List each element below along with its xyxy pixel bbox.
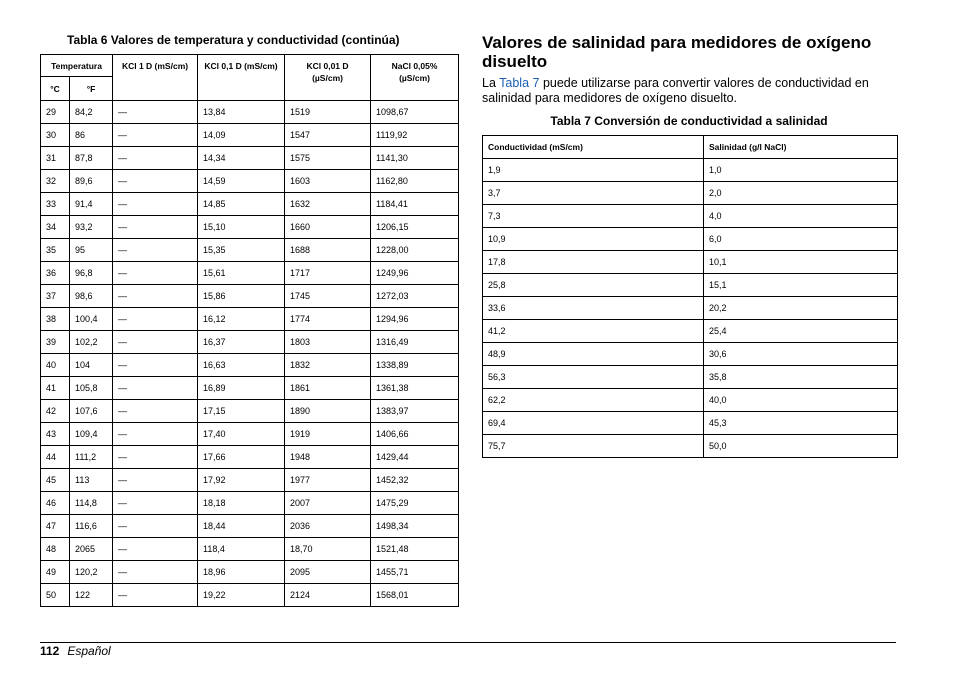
cell-kcl-1d: — [113,216,198,239]
cell-kcl-1d: — [113,377,198,400]
cell-nacl: 1361,38 [371,377,459,400]
table-row [41,400,459,423]
cell-kcl-001d: 1660 [285,216,371,239]
footer-divider [40,642,896,643]
cell-salinity: 35,8 [704,366,898,389]
table-row [41,147,459,170]
cell-salinity: 45,3 [704,412,898,435]
table6-caption-text: Tabla 6 Valores de temperatura y conductividad (continúa) [67,33,400,47]
cell-celsius: 48 [41,538,70,561]
cell-nacl: 1206,15 [371,216,459,239]
cell-fahrenheit: 96,8 [70,262,113,285]
header-nacl: NaCl 0,05% (µS/cm) [371,55,459,101]
cell-kcl-001d: 1717 [285,262,371,285]
section-title: Valores de salinidad para medidores de oxígeno disuelto [482,33,872,71]
cell-nacl: 1383,97 [371,400,459,423]
cell-kcl-001d: 1832 [285,354,371,377]
cell-celsius: 30 [41,124,70,147]
cell-celsius: 40 [41,354,70,377]
cell-kcl-01d: 15,61 [198,262,285,285]
cell-kcl-01d: 19,22 [198,584,285,607]
cell-kcl-1d: — [113,561,198,584]
header-temperature: Temperatura [41,55,113,77]
cell-kcl-1d: — [113,584,198,607]
cell-kcl-001d: 1919 [285,423,371,446]
cell-fahrenheit: 100,4 [70,308,113,331]
cell-kcl-001d: 1774 [285,308,371,331]
table6-body [41,101,459,607]
cell-celsius: 39 [41,331,70,354]
cell-kcl-1d: — [113,101,198,124]
cell-salinity: 25,4 [704,320,898,343]
cell-kcl-01d: 14,85 [198,193,285,216]
cell-kcl-1d: — [113,124,198,147]
cell-kcl-001d: 1890 [285,400,371,423]
cell-salinity: 10,1 [704,251,898,274]
cell-kcl-01d: 118,4 [198,538,285,561]
cell-salinity: 1,0 [704,159,898,182]
cell-celsius: 44 [41,446,70,469]
paragraph-suffix: puede utilizarse para convertir valores de conductividad en salinidad para medidores de oxígeno disuelto. [482,76,869,105]
cell-kcl-001d: 1948 [285,446,371,469]
cell-kcl-1d: — [113,308,198,331]
cell-fahrenheit: 114,8 [70,492,113,515]
cell-kcl-001d: 1861 [285,377,371,400]
cell-kcl-01d: 16,63 [198,354,285,377]
header-fahrenheit: °F [70,77,113,101]
cell-kcl-01d: 14,34 [198,147,285,170]
cell-kcl-01d: 18,96 [198,561,285,584]
cell-kcl-1d: — [113,331,198,354]
cell-kcl-1d: — [113,446,198,469]
cell-fahrenheit: 122 [70,584,113,607]
cell-fahrenheit: 104 [70,354,113,377]
cell-celsius: 41 [41,377,70,400]
cell-conductivity: 56,3 [483,366,704,389]
cell-salinity: 15,1 [704,274,898,297]
table-row [41,561,459,584]
cell-fahrenheit: 84,2 [70,101,113,124]
cell-celsius: 36 [41,262,70,285]
cell-celsius: 46 [41,492,70,515]
cell-celsius: 50 [41,584,70,607]
cell-nacl: 1228,00 [371,239,459,262]
cell-salinity: 6,0 [704,228,898,251]
cell-fahrenheit: 98,6 [70,285,113,308]
cell-conductivity: 75,7 [483,435,704,458]
table-row [483,182,898,205]
table-row [41,515,459,538]
cell-conductivity: 3,7 [483,182,704,205]
table-row [483,251,898,274]
cell-nacl: 1429,44 [371,446,459,469]
cell-conductivity: 33,6 [483,297,704,320]
cell-fahrenheit: 2065 [70,538,113,561]
cell-conductivity: 17,8 [483,251,704,274]
table-row [41,193,459,216]
table-row [41,584,459,607]
cell-kcl-001d: 18,70 [285,538,371,561]
table7-caption: Tabla 7 Conversión de conductividad a salinidad [550,114,828,128]
table-row [483,205,898,228]
cell-kcl-001d: 2036 [285,515,371,538]
cell-kcl-1d: — [113,492,198,515]
cell-kcl-1d: — [113,515,198,538]
cell-kcl-01d: 16,89 [198,377,285,400]
cell-nacl: 1338,89 [371,354,459,377]
cell-nacl: 1568,01 [371,584,459,607]
cell-fahrenheit: 111,2 [70,446,113,469]
cell-nacl: 1475,29 [371,492,459,515]
table-row [483,297,898,320]
cell-conductivity: 41,2 [483,320,704,343]
table-row [41,216,459,239]
cell-conductivity: 7,3 [483,205,704,228]
cell-nacl: 1294,96 [371,308,459,331]
cell-salinity: 40,0 [704,389,898,412]
table-row [41,469,459,492]
section-paragraph [482,76,902,106]
cell-fahrenheit: 89,6 [70,170,113,193]
table-row [483,366,898,389]
cell-kcl-1d: — [113,147,198,170]
table-row [483,389,898,412]
cell-kcl-01d: 18,44 [198,515,285,538]
cell-kcl-001d: 1519 [285,101,371,124]
table-row [483,274,898,297]
cell-nacl: 1406,66 [371,423,459,446]
cell-kcl-001d: 1803 [285,331,371,354]
cell-kcl-1d: — [113,354,198,377]
header-kcl-001d: KCl 0,01 D (µS/cm) [285,55,371,101]
cell-kcl-1d: — [113,262,198,285]
cell-celsius: 43 [41,423,70,446]
cell-celsius: 38 [41,308,70,331]
table-row [41,262,459,285]
table-row [483,412,898,435]
cell-kcl-001d: 2124 [285,584,371,607]
cell-conductivity: 48,9 [483,343,704,366]
cell-conductivity: 1,9 [483,159,704,182]
cell-fahrenheit: 109,4 [70,423,113,446]
cell-celsius: 45 [41,469,70,492]
header-conductivity: Conductividad (mS/cm) [483,136,704,159]
cell-fahrenheit: 120,2 [70,561,113,584]
cell-celsius: 35 [41,239,70,262]
cell-kcl-01d: 14,09 [198,124,285,147]
cell-conductivity: 10,9 [483,228,704,251]
cell-fahrenheit: 95 [70,239,113,262]
table-row [41,423,459,446]
cell-kcl-01d: 16,12 [198,308,285,331]
cell-celsius: 49 [41,561,70,584]
cell-salinity: 20,2 [704,297,898,320]
cell-kcl-01d: 15,35 [198,239,285,262]
cell-celsius: 33 [41,193,70,216]
cell-fahrenheit: 87,8 [70,147,113,170]
cell-celsius: 32 [41,170,70,193]
cell-conductivity: 62,2 [483,389,704,412]
cell-kcl-1d: — [113,423,198,446]
cell-kcl-01d: 15,86 [198,285,285,308]
table-row [41,446,459,469]
conductivity-salinity-table [482,135,898,458]
header-salinity: Salinidad (g/l NaCl) [704,136,898,159]
cell-salinity: 50,0 [704,435,898,458]
cell-kcl-01d: 18,18 [198,492,285,515]
cell-fahrenheit: 113 [70,469,113,492]
table7-body [483,159,898,458]
table-row [41,492,459,515]
table-row [41,124,459,147]
cell-nacl: 1119,92 [371,124,459,147]
table-row [41,538,459,561]
cell-nacl: 1272,03 [371,285,459,308]
header-kcl-1d: KCl 1 D (mS/cm) [113,55,198,101]
cell-celsius: 42 [41,400,70,423]
cell-kcl-001d: 1575 [285,147,371,170]
cell-celsius: 29 [41,101,70,124]
cell-nacl: 1452,32 [371,469,459,492]
header-kcl-01d: KCl 0,1 D (mS/cm) [198,55,285,101]
cell-fahrenheit: 93,2 [70,216,113,239]
cell-kcl-001d: 1547 [285,124,371,147]
cell-fahrenheit: 102,2 [70,331,113,354]
cell-kcl-1d: — [113,193,198,216]
table-row [41,354,459,377]
table-row [483,159,898,182]
table-row [41,308,459,331]
header-celsius: °C [41,77,70,101]
cell-nacl: 1184,41 [371,193,459,216]
cell-kcl-001d: 1688 [285,239,371,262]
cell-fahrenheit: 105,8 [70,377,113,400]
table7-link[interactable]: Tabla 7 [499,76,540,90]
cell-kcl-01d: 13,84 [198,101,285,124]
cell-fahrenheit: 116,6 [70,515,113,538]
cell-kcl-01d: 14,59 [198,170,285,193]
table-row [41,239,459,262]
cell-salinity: 4,0 [704,205,898,228]
cell-nacl: 1498,34 [371,515,459,538]
cell-kcl-1d: — [113,285,198,308]
cell-kcl-001d: 1977 [285,469,371,492]
table-row [483,435,898,458]
cell-kcl-01d: 17,66 [198,446,285,469]
cell-nacl: 1455,71 [371,561,459,584]
table-row [483,320,898,343]
page-footer [40,644,111,658]
cell-kcl-1d: — [113,170,198,193]
cell-celsius: 47 [41,515,70,538]
table-row [41,170,459,193]
cell-fahrenheit: 86 [70,124,113,147]
cell-conductivity: 25,8 [483,274,704,297]
table-row [41,101,459,124]
cell-kcl-001d: 2007 [285,492,371,515]
table-row [41,285,459,308]
paragraph-prefix: La [482,76,500,90]
cell-nacl: 1249,96 [371,262,459,285]
table-row [483,343,898,366]
cell-kcl-1d: — [113,538,198,561]
cell-kcl-001d: 1745 [285,285,371,308]
cell-kcl-1d: — [113,239,198,262]
cell-nacl: 1098,67 [371,101,459,124]
cell-nacl: 1316,49 [371,331,459,354]
cell-kcl-01d: 17,92 [198,469,285,492]
cell-kcl-01d: 17,40 [198,423,285,446]
cell-kcl-01d: 15,10 [198,216,285,239]
cell-celsius: 37 [41,285,70,308]
cell-nacl: 1521,48 [371,538,459,561]
cell-celsius: 31 [41,147,70,170]
footer-language: Español [67,644,111,658]
cell-salinity: 2,0 [704,182,898,205]
table-row [483,228,898,251]
cell-kcl-1d: — [113,469,198,492]
cell-kcl-001d: 2095 [285,561,371,584]
cell-kcl-001d: 1632 [285,193,371,216]
cell-fahrenheit: 107,6 [70,400,113,423]
temperature-conductivity-table [40,54,459,607]
table-row [41,331,459,354]
cell-nacl: 1162,80 [371,170,459,193]
cell-kcl-001d: 1603 [285,170,371,193]
table-row [41,377,459,400]
cell-conductivity: 69,4 [483,412,704,435]
cell-kcl-1d: — [113,400,198,423]
cell-kcl-01d: 17,15 [198,400,285,423]
cell-celsius: 34 [41,216,70,239]
page-number: 112 [40,644,60,658]
cell-fahrenheit: 91,4 [70,193,113,216]
cell-salinity: 30,6 [704,343,898,366]
cell-nacl: 1141,30 [371,147,459,170]
cell-kcl-01d: 16,37 [198,331,285,354]
